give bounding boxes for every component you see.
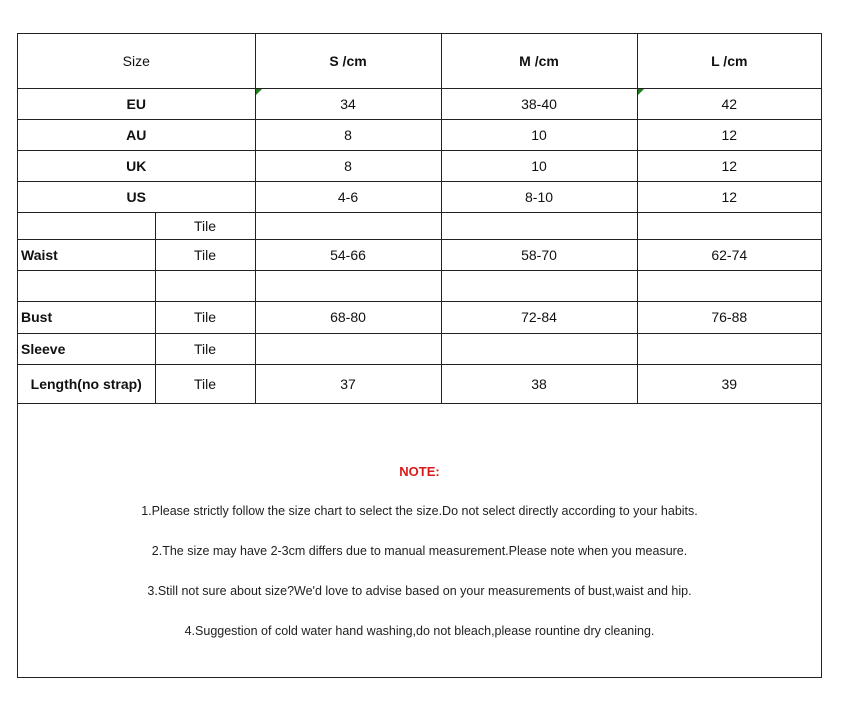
table-row-length [18,364,821,403]
cell-length-l: 39 [637,364,821,403]
notes-section [18,404,821,677]
measurement-label-waist: Waist [18,239,155,270]
cell-bust-s: 68-80 [255,301,441,333]
cell-au-l: 12 [637,119,821,150]
cell-au-m: 10 [441,119,637,150]
note-line-1: 1.Please strictly follow the size chart to select the size.Do not select directly according to your habits. [141,504,698,518]
table-row-au [18,119,821,150]
note-title: NOTE: [399,464,440,479]
table-row-waist [18,239,821,270]
table-row-uk [18,150,821,181]
measurement-label-bust: Bust [18,301,155,333]
tile-label: Tile [155,333,255,364]
cell-uk-l: 12 [637,150,821,181]
table-row-eu [18,88,821,119]
size-chart-sheet [17,33,822,678]
empty-cell [441,270,637,301]
cell-us-l: 12 [637,181,821,212]
tile-label: Tile [155,239,255,270]
cell-uk-m: 10 [441,150,637,181]
empty-cell [637,212,821,239]
cell-us-s: 4-6 [255,181,441,212]
cell-bust-l: 76-88 [637,301,821,333]
table-row-sleeve [18,333,821,364]
note-line-2: 2.The size may have 2-3cm differs due to manual measurement.Please note when you measure. [151,544,688,558]
empty-cell [18,212,155,239]
table-row-us [18,181,821,212]
cell-us-m: 8-10 [441,181,637,212]
column-header-s: S /cm [255,34,441,88]
cell-eu-s: 34 [255,88,441,119]
cell-au-s: 8 [255,119,441,150]
cell-eu-m: 38-40 [441,88,637,119]
table-row-blank-2 [18,270,821,301]
measurement-label-length: Length(no strap) [18,364,155,403]
cell-length-s: 37 [255,364,441,403]
table-row-blank-1 [18,212,821,239]
size-table [18,34,821,404]
empty-cell [441,212,637,239]
tile-label: Tile [155,212,255,239]
empty-cell [18,270,155,301]
empty-cell [637,270,821,301]
table-title: Size [18,34,255,88]
column-header-l: L /cm [637,34,821,88]
tile-label: Tile [155,301,255,333]
system-label-eu: EU [18,88,255,119]
cell-bust-m: 72-84 [441,301,637,333]
cell-length-m: 38 [441,364,637,403]
system-label-au: AU [18,119,255,150]
header-row [18,34,821,88]
measurement-label-sleeve: Sleeve [18,333,155,364]
empty-cell [441,333,637,364]
table-row-bust [18,301,821,333]
cell-waist-m: 58-70 [441,239,637,270]
system-label-uk: UK [18,150,255,181]
cell-waist-l: 62-74 [637,239,821,270]
empty-cell [155,270,255,301]
column-header-m: M /cm [441,34,637,88]
note-line-4: 4.Suggestion of cold water hand washing,do not bleach,please rountine dry cleaning. [184,624,655,638]
cell-uk-s: 8 [255,150,441,181]
cell-eu-l: 42 [637,88,821,119]
empty-cell [637,333,821,364]
empty-cell [255,270,441,301]
tile-label: Tile [155,364,255,403]
empty-cell [255,333,441,364]
empty-cell [255,212,441,239]
note-line-3: 3.Still not sure about size?We'd love to advise based on your measurements of bust,waist and hip. [147,584,692,598]
cell-waist-s: 54-66 [255,239,441,270]
system-label-us: US [18,181,255,212]
